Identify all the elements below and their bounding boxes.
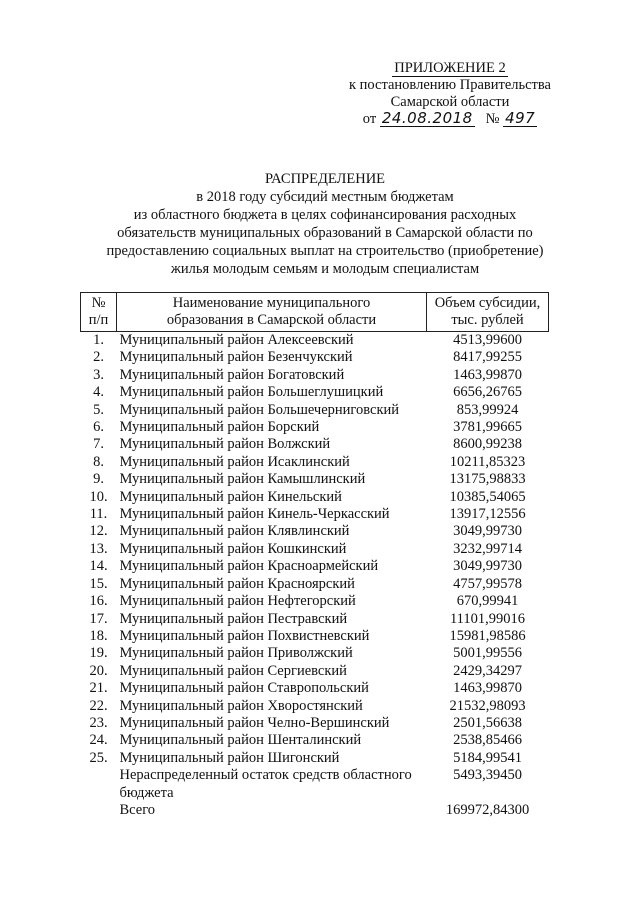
row-num: 6. — [93, 419, 104, 436]
row-value: 13175,98833 — [449, 471, 526, 488]
table-row — [81, 367, 549, 384]
appendix-date-line — [330, 111, 570, 128]
remainder-row — [81, 767, 549, 802]
subsidy-table — [80, 292, 549, 819]
row-num: 2. — [93, 349, 104, 366]
row-name: Муниципальный район Борский — [119, 419, 320, 436]
row-value: 13917,12556 — [449, 506, 526, 523]
row-name: Муниципальный район Алексеевский — [119, 332, 354, 348]
appendix-block — [330, 60, 570, 128]
row-num: 16. — [89, 593, 108, 610]
table-row — [81, 471, 549, 488]
header-value: Объем субсидии, тыс. рублей — [427, 293, 549, 332]
table-row — [81, 541, 549, 558]
row-num: 24. — [89, 732, 108, 749]
table-row — [81, 611, 549, 628]
row-num: 3. — [93, 366, 104, 383]
number-prefix: № — [485, 111, 500, 127]
table-row — [81, 349, 549, 366]
row-num: 9. — [93, 471, 104, 488]
appendix-line-2: Самарской области — [390, 94, 510, 110]
row-num: 11. — [89, 506, 108, 523]
row-name: Муниципальный район Сергиевский — [119, 662, 347, 679]
row-num: 23. — [89, 714, 108, 731]
header-num: № п/п — [81, 293, 117, 332]
title-line-3: обязательств муниципальных образований в Самарской области по — [117, 225, 533, 241]
table-row — [81, 680, 549, 697]
row-value: 1463,99870 — [453, 366, 522, 383]
row-value: 8417,99255 — [453, 349, 522, 366]
table-row — [81, 332, 549, 350]
row-value: 3781,99665 — [453, 419, 522, 436]
row-num: 17. — [89, 610, 108, 627]
table-row — [81, 732, 549, 749]
table-row — [81, 489, 549, 506]
row-name: Муниципальный район Хворостянский — [119, 697, 363, 714]
row-name: Муниципальный район Красноармейский — [119, 558, 379, 575]
title-line-1: в 2018 году субсидий местным бюджетам — [196, 189, 454, 205]
row-name: Муниципальный район Приволжский — [119, 645, 353, 662]
table-row — [81, 698, 549, 715]
row-num: 5. — [93, 401, 104, 418]
title-heading: РАСПРЕДЕЛЕНИЕ — [264, 171, 386, 187]
row-value: 670,99941 — [456, 593, 519, 610]
table-row — [81, 436, 549, 453]
row-name: Муниципальный район Похвистневский — [119, 627, 370, 644]
row-value: 15981,98586 — [449, 627, 526, 644]
header-name: Наименование муниципального образования в Самарской области — [117, 293, 427, 332]
document-title — [60, 170, 590, 278]
row-num: 10. — [89, 488, 108, 505]
row-num: 25. — [89, 749, 108, 766]
table-row — [81, 402, 549, 419]
row-value: 4513,99600 — [453, 332, 522, 348]
row-value: 5001,99556 — [453, 645, 522, 662]
row-name: Муниципальный район Пестравский — [119, 610, 348, 627]
row-value: 3232,99714 — [453, 540, 522, 557]
row-name: Муниципальный район Кошкинский — [119, 540, 347, 557]
row-value: 5184,99541 — [453, 749, 522, 766]
row-num: 8. — [93, 453, 104, 470]
row-name: Муниципальный район Шигонский — [119, 749, 340, 766]
remainder-value: 5493,39450 — [453, 767, 522, 784]
table-row — [81, 506, 549, 523]
table-row — [81, 663, 549, 680]
row-num: 18. — [89, 627, 108, 644]
row-value: 3049,99730 — [453, 558, 522, 575]
table-row — [81, 419, 549, 436]
remainder-name: Нераспределенный остаток средств областного бюджета — [119, 767, 412, 801]
row-name: Муниципальный район Клявлинский — [119, 523, 350, 540]
row-value: 4757,99578 — [453, 575, 522, 592]
row-value: 8600,99238 — [453, 436, 522, 453]
row-value: 2429,34297 — [453, 662, 522, 679]
row-name: Муниципальный район Исаклинский — [119, 453, 350, 470]
title-line-4: предоставлению социальных выплат на строительство (приобретение) — [106, 243, 544, 259]
row-num: 7. — [93, 436, 104, 453]
table-row — [81, 523, 549, 540]
title-line-5: жилья молодым семьям и молодым специалистам — [170, 261, 480, 277]
row-name: Муниципальный район Кинельский — [119, 488, 342, 505]
row-name: Муниципальный район Богатовский — [119, 366, 345, 383]
table-row — [81, 384, 549, 401]
table-row — [81, 593, 549, 610]
row-num: 22. — [89, 697, 108, 714]
row-num: 14. — [89, 558, 108, 575]
row-value: 6656,26765 — [453, 384, 522, 401]
row-name: Муниципальный район Шенталинский — [119, 732, 362, 749]
row-value: 10385,54065 — [449, 488, 526, 505]
title-line-2: из областного бюджета в целях софинансирования расходных — [133, 207, 517, 223]
total-value: 169972,84300 — [445, 801, 530, 818]
table-row — [81, 645, 549, 662]
total-label: Всего — [119, 801, 156, 818]
table-header-row — [81, 293, 549, 332]
row-name: Муниципальный район Красноярский — [119, 575, 355, 592]
row-num: 12. — [89, 523, 108, 540]
table-row — [81, 454, 549, 471]
appendix-title: ПРИЛОЖЕНИЕ 2 — [394, 60, 506, 76]
row-num: 20. — [89, 662, 108, 679]
appendix-line-1: к постановлению Правительства — [349, 77, 551, 93]
row-value: 853,99924 — [456, 401, 519, 418]
row-value: 11101,99016 — [449, 610, 526, 627]
table-row — [81, 576, 549, 593]
table-row — [81, 628, 549, 645]
row-name: Муниципальный район Ставропольский — [119, 680, 369, 697]
row-name: Муниципальный район Безенчукский — [119, 349, 353, 366]
row-value: 2538,85466 — [453, 732, 522, 749]
row-name: Муниципальный район Большеглушицкий — [119, 384, 384, 401]
table-body — [81, 332, 549, 820]
row-num: 13. — [89, 540, 108, 557]
row-value: 21532,98093 — [449, 697, 526, 714]
row-name: Муниципальный район Волжский — [119, 436, 331, 453]
row-num: 4. — [93, 384, 104, 401]
row-name: Муниципальный район Большечерниговский — [119, 401, 400, 418]
row-value: 1463,99870 — [453, 680, 522, 697]
date-prefix: от — [362, 111, 377, 127]
row-value: 2501,56638 — [453, 714, 522, 731]
row-value: 10211,85323 — [449, 453, 526, 470]
row-num: 21. — [89, 680, 108, 697]
row-value: 3049,99730 — [453, 523, 522, 540]
table-row — [81, 558, 549, 575]
row-name: Муниципальный район Челно-Вершинский — [119, 714, 390, 731]
date-value: 24.08.2018 — [381, 109, 473, 127]
row-name: Муниципальный район Нефтегорский — [119, 593, 356, 610]
row-name: Муниципальный район Кинель-Черкасский — [119, 506, 390, 523]
total-row — [81, 802, 549, 819]
row-num: 19. — [89, 645, 108, 662]
table-row — [81, 715, 549, 732]
number-value: 497 — [505, 109, 536, 127]
row-name: Муниципальный район Камышлинский — [119, 471, 366, 488]
table-row — [81, 750, 549, 767]
row-num: 15. — [89, 575, 108, 592]
row-num: 1. — [93, 332, 104, 348]
